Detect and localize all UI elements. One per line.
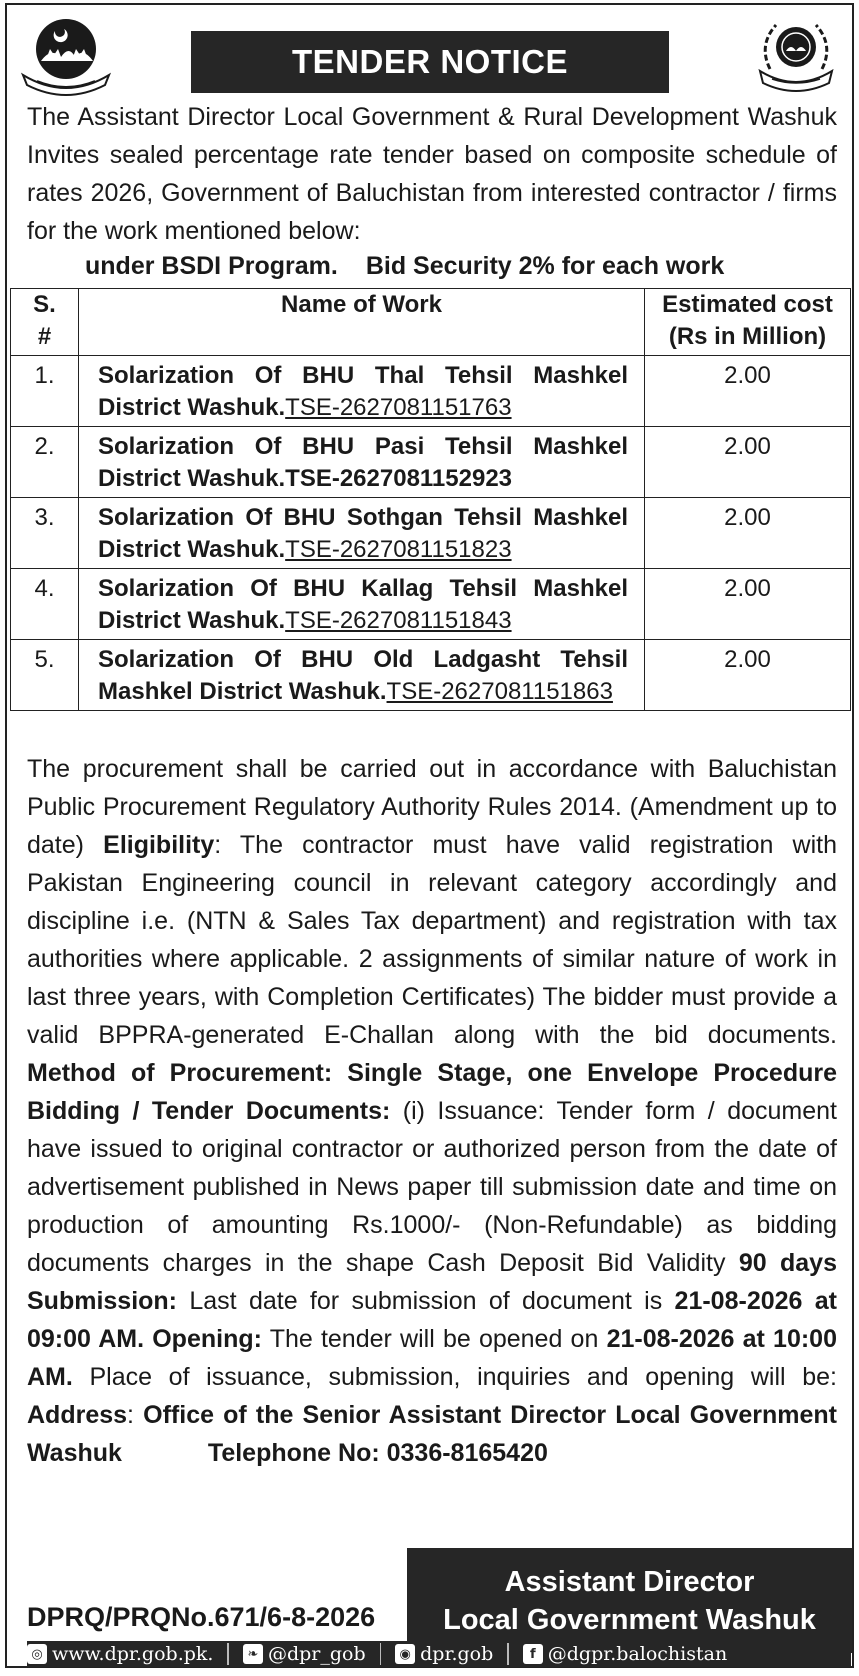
program-name: under BSDI Program. [85,252,338,280]
bid-validity: 90 days [738,1249,837,1277]
program-line [85,252,724,281]
row-work-name [79,569,645,640]
row-cost: 2.00 [645,356,851,427]
body-text-7: The tender will be opened on [261,1325,607,1353]
signatory-title: Assistant Director [504,1565,755,1598]
website-text: www.dpr.gob.pk. [52,1643,214,1665]
header-name-label: Name of Work [281,291,442,318]
work-title: Solarization Of BHU Kallag Tehsil Mashkel District Washuk. [98,575,628,634]
body-text-5: Last date for submission of document is [177,1287,675,1315]
footer-divider [380,1643,382,1665]
table-header-row [11,289,851,356]
footer-divider [507,1643,509,1665]
twitter-icon: ❧ [243,1644,263,1664]
row-work-name [79,498,645,569]
facebook-icon: f [523,1644,543,1664]
body-text-3: (i) Issuance: Tender form / document have issued to original contractor or authorized person from the date of advertisement published in News paper till submission date and time on production of amounting Rs.1000/- (Non-Refundable) as bidding documents charges in the shape Cash Deposit Bid Validity [27,1097,837,1277]
body-text-1: The procurement shall be carried out in accordance with Baluchistan Public Procurement Regulatory Authority Rules 2014. (Amendment up to date) [27,755,837,859]
header-sno-line2: # [37,323,52,350]
body-text-8: Place of issuance, submission, inquiries and opening will be: [72,1363,837,1391]
tender-notice [5,3,854,1668]
header-estimated-cost [645,289,851,356]
tse-reference: TSE-2627081151863 [386,678,613,705]
row-cost: 2.00 [645,569,851,640]
body-text-9: : [127,1401,144,1429]
row-sno: 4. [11,569,79,640]
row-cost: 2.00 [645,640,851,711]
eligibility-label: Eligibility [103,831,215,859]
tse-reference: TSE-2627081151823 [285,536,512,563]
table-row [11,498,851,569]
row-cost: 2.00 [645,427,851,498]
body-text-2: : The contractor must have valid registration with Pakistan Engineering council in relevant category accordingly and discipline i.e. (NTN & Sales Tax department) and registration with tax authorities where applicable. 2 assignments of similar nature of work in last three years, with Completion Certificates) The bidder must provide a valid BPPRA-generated E-Challan along with the bid documents. [27,831,837,1049]
bid-security: Bid Security 2% for each work [365,252,725,280]
dprq-reference: DPRQ/PRQNo.671/6-8-2026 [27,1602,376,1632]
tse-reference: TSE-2627081151843 [285,607,512,634]
row-work-name [79,356,645,427]
row-work-name [79,427,645,498]
facebook-handle: @dgpr.balochistan [547,1643,728,1665]
header-sno [11,289,79,356]
submission-date: 21-08-2026 at 09:00 AM. [27,1287,837,1353]
header-cost-line1: Estimated cost [662,291,833,318]
signatory-office: Local Government Washuk [443,1603,816,1636]
instagram-icon: ◉ [395,1644,415,1664]
globe-icon: ◎ [27,1644,47,1664]
government-seal-icon [17,17,115,99]
footer-divider [227,1643,229,1665]
method-of-procurement: Method of Procurement: Single Stage, one Envelope Procedure Bidding / Tender Documents: [27,1059,837,1125]
footer-website[interactable] [27,1643,213,1665]
body-text-6 [144,1325,152,1353]
row-cost: 2.00 [645,498,851,569]
opening-date: 21-08-2026 at 10:00 AM. [27,1325,837,1391]
opening-label: Opening: [152,1325,262,1353]
works-table [10,288,851,711]
header-sno-line1: S. [33,291,56,318]
tse-reference: TSE-2627081151763 [285,394,512,421]
signature-block [407,1548,852,1653]
address-label: Address [27,1401,128,1429]
row-sno: 5. [11,640,79,711]
submission-label: Submission: [27,1287,178,1315]
instagram-handle: dpr.gob [420,1643,494,1665]
row-sno: 3. [11,498,79,569]
row-sno: 1. [11,356,79,427]
office-address: Office of the Senior Assistant Director Local Government Washuk [27,1401,837,1467]
header-name-of-work [79,289,645,356]
dpr-emblem-icon [750,17,842,99]
footer-facebook[interactable] [523,1643,727,1665]
row-sno: 2. [11,427,79,498]
body-paragraph [27,750,837,1472]
header-cost-line2: (Rs in Million) [668,323,827,350]
table-row [11,356,851,427]
tse-reference: TSE-2627081152923 [285,465,513,492]
work-title: Solarization Of BHU Old Ladgasht Tehsil Mashkel District Washuk. [98,646,628,705]
work-title: Solarization Of BHU Sothgan Tehsil Mashkel District Washuk. [98,504,628,563]
twitter-handle: @dpr_gob [267,1643,366,1665]
telephone-number: Telephone No: 0336-8165420 [207,1439,548,1467]
footer-twitter[interactable] [243,1643,366,1665]
footer-bar [27,1641,851,1667]
row-work-name [79,640,645,711]
tender-notice-title: TENDER NOTICE [191,31,669,93]
table-row [11,640,851,711]
work-title: Solarization Of BHU Thal Tehsil Mashkel District Washuk. [98,362,628,421]
intro-paragraph: The Assistant Director Local Government & Rural Development Washuk Invites sealed percentage rate tender based on composite schedule of rates 2026, Government of Baluchistan from interested contractor / firms for the work mentioned below: [27,103,837,245]
footer-instagram[interactable] [395,1643,493,1665]
work-title: Solarization Of BHU Pasi Tehsil Mashkel District Washuk. [98,433,628,492]
table-row [11,569,851,640]
table-row [11,427,851,498]
